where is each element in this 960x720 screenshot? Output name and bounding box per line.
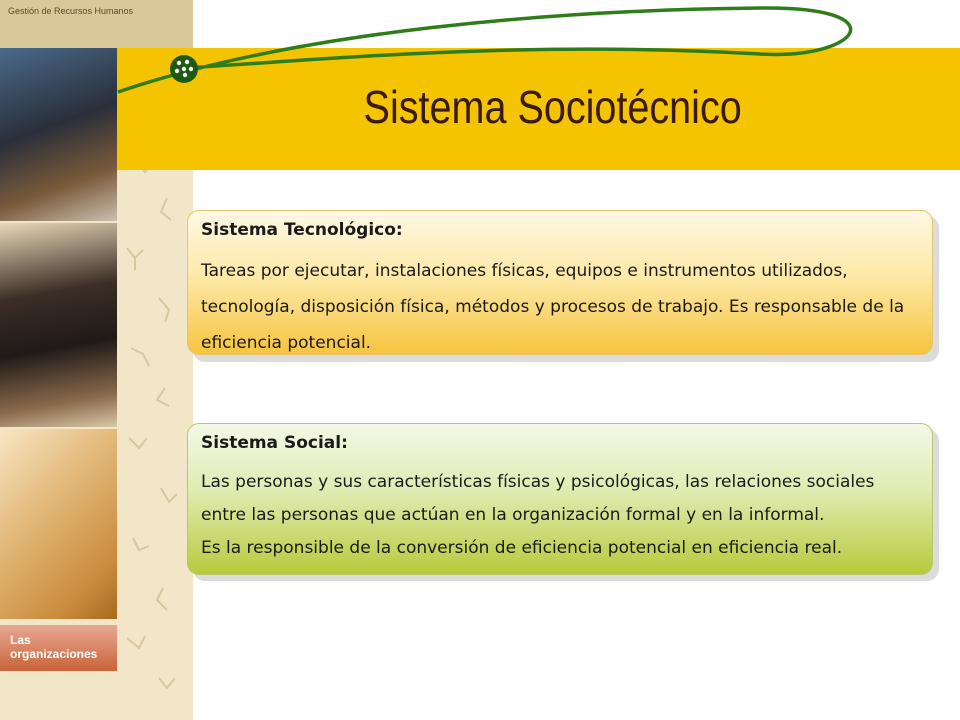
card-social-line: Las personas y sus características físicas y psicológicas, las relaciones sociales (201, 472, 875, 492)
card-technological-system (187, 210, 933, 355)
card-social-line: Es la responsible de la conversión de eficiencia potencial en eficiencia real. (201, 538, 843, 558)
page-title: Sistema Sociotécnico (363, 81, 742, 133)
card-social-body (201, 466, 936, 565)
section-tab-organizations (0, 625, 117, 671)
card-technological-body: Tareas por ejecutar, instalaciones físicas, equipos e instrumentos utilizados, tecnología, disposición física, métodos y procesos de trabajo. Es responsable de la eficiencia potencial. (201, 261, 905, 353)
card-social-heading: Sistema Social: (201, 433, 348, 453)
photo-financial-paper (0, 429, 117, 619)
card-social-line: entre las personas que actúan en la organización formal y en la informal. (201, 505, 825, 525)
photo-office-team (0, 223, 117, 427)
section-tab-label: Las organizaciones (10, 633, 98, 661)
card-social-system (187, 423, 933, 575)
card-technological-heading: Sistema Tecnológico: (201, 220, 403, 240)
header-label: Gestión de Recursos Humanos (8, 6, 134, 16)
